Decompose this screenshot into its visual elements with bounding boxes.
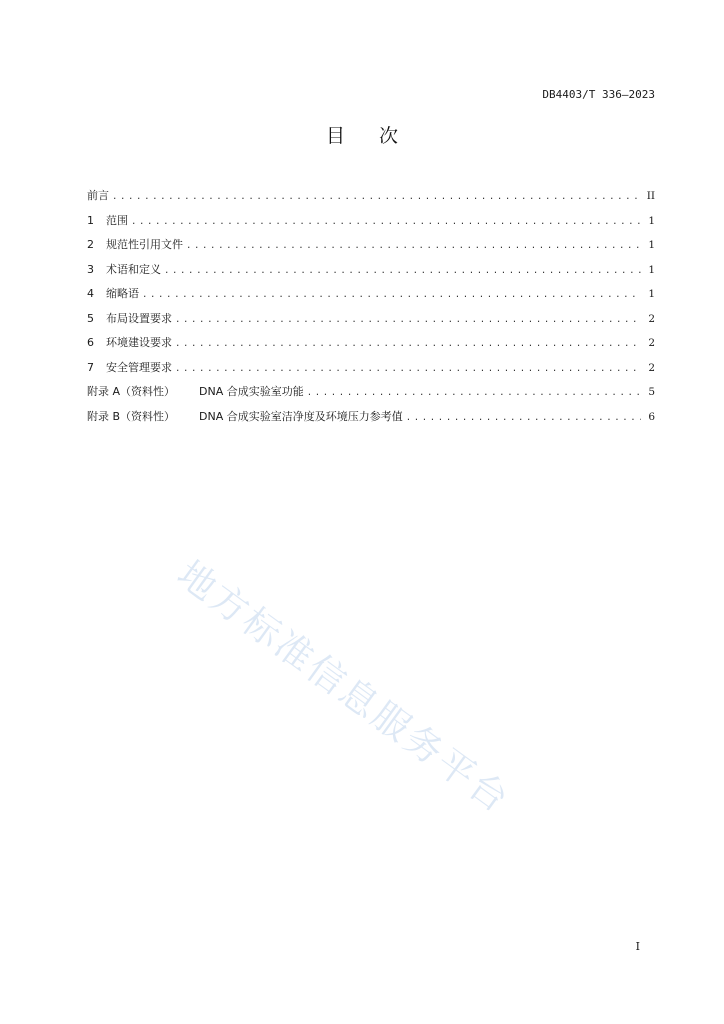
toc-entry-number: 4 — [87, 287, 94, 300]
toc-entry-title: 术语和定义 — [106, 262, 161, 276]
toc-dot-leader — [175, 357, 641, 382]
toc-entry-number: 5 — [87, 311, 94, 325]
toc-entry-title: 前言 — [87, 189, 109, 202]
toc-entry-title: DNA 合成实验室洁净度及环境压力参考值 — [199, 409, 403, 423]
toc-entry-title: 环境建设要求 — [106, 336, 172, 349]
toc-entry-title: 范围 — [106, 213, 128, 227]
toc-appendix-label: 附录 B（资料性） — [87, 409, 176, 423]
toc-entry-safety-management[interactable] — [87, 356, 655, 381]
toc-entry-title: DNA 合成实验室功能 — [199, 385, 304, 398]
toc-entry-appendix-b[interactable] — [87, 405, 655, 430]
toc-entry-page: 6 — [648, 410, 655, 423]
toc-entry-title: 规范性引用文件 — [106, 238, 183, 251]
toc-entry-number: 7 — [87, 360, 94, 374]
toc-entry-terms-definitions[interactable] — [87, 258, 655, 283]
toc-entry-page: 1 — [648, 214, 655, 227]
toc-entry-scope[interactable] — [87, 209, 655, 234]
toc-dot-leader — [142, 283, 641, 308]
toc-heading-char: 目 — [325, 125, 345, 147]
toc-dot-leader — [175, 308, 641, 333]
toc-entry-page: 2 — [648, 312, 655, 325]
toc-entry-page: 1 — [648, 263, 655, 276]
toc-entry-page: 2 — [648, 337, 655, 349]
toc-entry-layout-requirements[interactable] — [87, 307, 655, 332]
toc-dot-leader — [112, 185, 641, 210]
page-number: I — [635, 940, 640, 953]
toc-entry-number: 1 — [87, 213, 94, 227]
toc-heading — [0, 121, 724, 148]
toc-entry-appendix-a[interactable] — [87, 380, 655, 405]
toc-entry-number: 2 — [87, 238, 94, 251]
toc-dot-leader — [175, 332, 641, 357]
toc-entry-page: II — [646, 190, 655, 202]
toc-dot-leader — [131, 210, 641, 235]
toc-entry-page: 1 — [648, 239, 655, 251]
toc-heading-char: 次 — [379, 125, 399, 147]
toc-entry-page: 2 — [648, 361, 655, 374]
toc-entry-title: 布局设置要求 — [106, 311, 172, 325]
toc-entry-title: 缩略语 — [106, 287, 139, 300]
toc-entry-foreword[interactable] — [87, 184, 655, 209]
toc-entry-page: 1 — [648, 288, 655, 300]
watermark-text: 地方标准信息服务平台 — [169, 552, 519, 823]
toc-entry-environment-requirements[interactable] — [87, 331, 655, 356]
toc-entry-page: 5 — [648, 386, 655, 398]
toc-entry-abbreviations[interactable] — [87, 282, 655, 307]
toc-dot-leader — [406, 406, 641, 431]
toc-appendix-label: 附录 A（资料性） — [87, 385, 176, 398]
table-of-contents — [87, 184, 655, 429]
toc-entry-number: 6 — [87, 336, 94, 349]
toc-dot-leader — [164, 259, 641, 284]
toc-entry-title: 安全管理要求 — [106, 360, 172, 374]
toc-entry-normative-references[interactable] — [87, 233, 655, 258]
toc-dot-leader — [186, 234, 641, 259]
document-code: DB4403/T 336—2023 — [542, 88, 655, 101]
toc-entry-number: 3 — [87, 262, 94, 276]
toc-dot-leader — [307, 381, 641, 406]
